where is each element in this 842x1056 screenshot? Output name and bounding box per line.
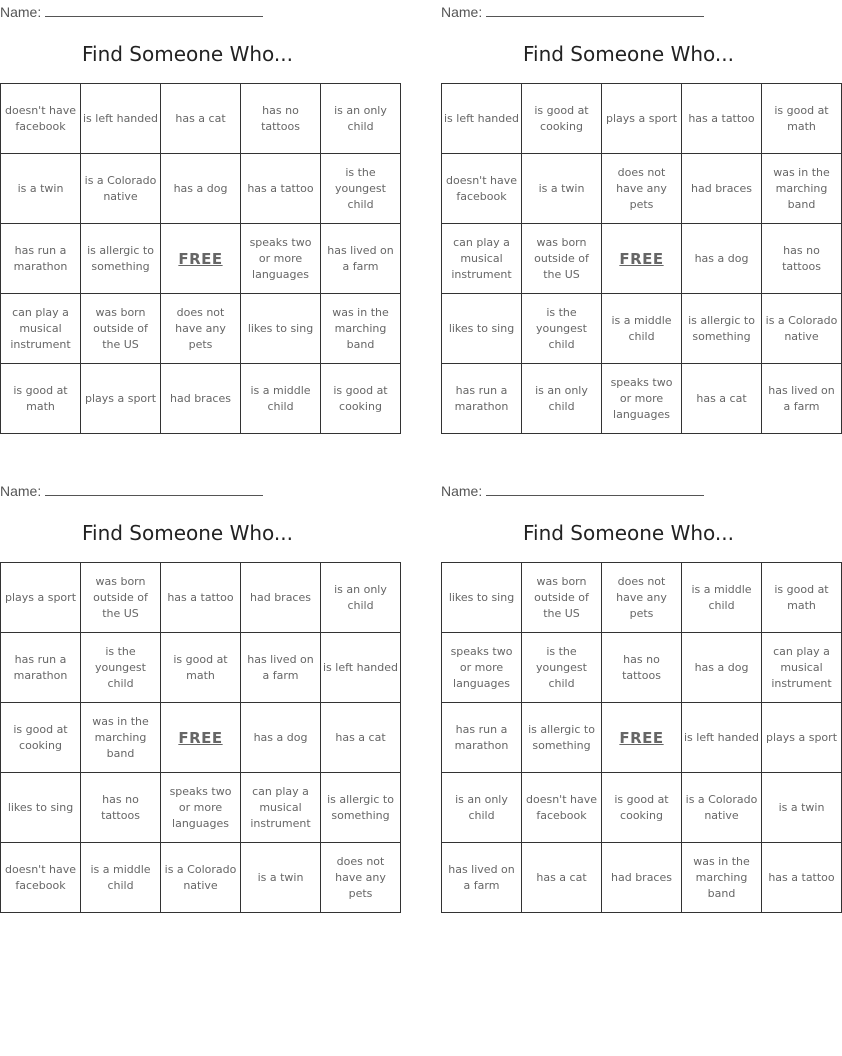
- grid-row: [442, 224, 842, 294]
- card-title: Find Someone Who...: [522, 42, 735, 66]
- bingo-card-1: [0, 0, 394, 434]
- name-blank-line: [486, 2, 704, 17]
- grid-cell: plays a sport: [602, 84, 682, 154]
- grid-cell: is good at cooking: [602, 773, 682, 843]
- grid-cell: is a Colorado native: [161, 843, 241, 913]
- grid-cell: can play a musical instrument: [442, 224, 522, 294]
- name-label: Name:: [0, 4, 42, 20]
- grid-cell: has a dog: [682, 633, 762, 703]
- grid-cell: is good at cooking: [1, 703, 81, 773]
- grid-cell: has no tattoos: [81, 773, 161, 843]
- grid-cell: has a tattoo: [161, 563, 241, 633]
- grid-cell: has a tattoo: [682, 84, 762, 154]
- grid-cell: is left handed: [81, 84, 161, 154]
- grid-cell: speaks two or more languages: [602, 364, 682, 434]
- grid-cell: can play a musical instrument: [241, 773, 321, 843]
- grid-cell: has run a marathon: [442, 703, 522, 773]
- grid-cell: has a tattoo: [241, 154, 321, 224]
- grid-row: [1, 154, 401, 224]
- grid-cell: had braces: [241, 563, 321, 633]
- grid-cell: is left handed: [442, 84, 522, 154]
- bingo-card-4: [441, 479, 838, 913]
- grid-cell: was in the marching band: [81, 703, 161, 773]
- grid-cell: has a cat: [321, 703, 401, 773]
- grid-row: [442, 703, 842, 773]
- grid-cell: was born outside of the US: [81, 563, 161, 633]
- grid-cell: has a cat: [522, 843, 602, 913]
- name-field: [0, 481, 263, 499]
- grid-cell: is the youngest child: [321, 154, 401, 224]
- grid-cell: is the youngest child: [81, 633, 161, 703]
- grid-cell: is good at math: [1, 364, 81, 434]
- grid-cell: is a middle child: [241, 364, 321, 434]
- name-field: [441, 481, 704, 499]
- grid-cell: speaks two or more languages: [161, 773, 241, 843]
- card-title: Find Someone Who...: [522, 521, 735, 545]
- grid-row: [442, 843, 842, 913]
- name-label: Name:: [441, 483, 483, 499]
- grid-cell: is good at cooking: [522, 84, 602, 154]
- grid-cell: is an only child: [321, 563, 401, 633]
- grid-cell: was in the marching band: [321, 294, 401, 364]
- name-blank-line: [45, 2, 263, 17]
- name-label: Name:: [0, 483, 42, 499]
- grid-cell: has a cat: [682, 364, 762, 434]
- grid-cell: has a cat: [161, 84, 241, 154]
- grid-cell: is a middle child: [682, 563, 762, 633]
- grid-cell: has lived on a farm: [442, 843, 522, 913]
- grid-row: [1, 843, 401, 913]
- bingo-grid: [441, 562, 842, 913]
- grid-cell: was in the marching band: [682, 843, 762, 913]
- name-blank-line: [486, 481, 704, 496]
- grid-cell: doesn't have facebook: [522, 773, 602, 843]
- grid-cell: is a twin: [762, 773, 842, 843]
- bingo-card-3: [0, 479, 399, 913]
- grid-cell: doesn't have facebook: [1, 84, 81, 154]
- grid-cell: is good at math: [762, 563, 842, 633]
- grid-cell: has lived on a farm: [321, 224, 401, 294]
- grid-cell: plays a sport: [1, 563, 81, 633]
- grid-cell: has lived on a farm: [762, 364, 842, 434]
- name-field: [0, 2, 263, 20]
- free-cell: FREE: [161, 703, 241, 773]
- grid-row: [442, 154, 842, 224]
- grid-cell: likes to sing: [442, 294, 522, 364]
- grid-cell: does not have any pets: [321, 843, 401, 913]
- free-cell: FREE: [602, 224, 682, 294]
- grid-cell: was born outside of the US: [81, 294, 161, 364]
- grid-cell: has no tattoos: [602, 633, 682, 703]
- bingo-grid: [441, 83, 842, 434]
- grid-cell: is a Colorado native: [81, 154, 161, 224]
- grid-cell: likes to sing: [241, 294, 321, 364]
- grid-cell: has run a marathon: [1, 224, 81, 294]
- grid-cell: has no tattoos: [762, 224, 842, 294]
- free-cell: FREE: [161, 224, 241, 294]
- grid-cell: plays a sport: [81, 364, 161, 434]
- grid-cell: is an only child: [442, 773, 522, 843]
- grid-cell: likes to sing: [1, 773, 81, 843]
- grid-row: [1, 633, 401, 703]
- name-field: [441, 2, 704, 20]
- grid-cell: has lived on a farm: [241, 633, 321, 703]
- bingo-grid: [0, 83, 401, 434]
- grid-cell: is a Colorado native: [682, 773, 762, 843]
- grid-cell: can play a musical instrument: [1, 294, 81, 364]
- grid-row: [442, 364, 842, 434]
- grid-cell: has a dog: [241, 703, 321, 773]
- grid-row: [442, 563, 842, 633]
- grid-cell: is the youngest child: [522, 633, 602, 703]
- grid-cell: has run a marathon: [442, 364, 522, 434]
- grid-cell: has a tattoo: [762, 843, 842, 913]
- grid-cell: likes to sing: [442, 563, 522, 633]
- grid-row: [442, 294, 842, 364]
- grid-cell: is good at math: [161, 633, 241, 703]
- grid-cell: plays a sport: [762, 703, 842, 773]
- grid-row: [1, 703, 401, 773]
- grid-row: [442, 633, 842, 703]
- name-label: Name:: [441, 4, 483, 20]
- bingo-card-2: [441, 0, 838, 434]
- grid-cell: is allergic to something: [522, 703, 602, 773]
- grid-cell: has no tattoos: [241, 84, 321, 154]
- grid-cell: is good at math: [762, 84, 842, 154]
- grid-cell: speaks two or more languages: [241, 224, 321, 294]
- grid-row: [1, 294, 401, 364]
- card-title: Find Someone Who...: [81, 42, 294, 66]
- grid-row: [1, 773, 401, 843]
- grid-cell: doesn't have facebook: [442, 154, 522, 224]
- grid-cell: can play a musical instrument: [762, 633, 842, 703]
- grid-row: [1, 224, 401, 294]
- grid-cell: is an only child: [321, 84, 401, 154]
- grid-cell: is left handed: [682, 703, 762, 773]
- grid-cell: is an only child: [522, 364, 602, 434]
- grid-cell: has a dog: [682, 224, 762, 294]
- grid-cell: has a dog: [161, 154, 241, 224]
- grid-cell: had braces: [682, 154, 762, 224]
- grid-cell: is a twin: [522, 154, 602, 224]
- grid-cell: is allergic to something: [321, 773, 401, 843]
- grid-cell: does not have any pets: [161, 294, 241, 364]
- grid-cell: is allergic to something: [682, 294, 762, 364]
- free-cell: FREE: [602, 703, 682, 773]
- grid-row: [1, 364, 401, 434]
- bingo-grid: [0, 562, 401, 913]
- grid-cell: does not have any pets: [602, 154, 682, 224]
- grid-cell: speaks two or more languages: [442, 633, 522, 703]
- grid-cell: has run a marathon: [1, 633, 81, 703]
- grid-cell: is good at cooking: [321, 364, 401, 434]
- grid-row: [1, 84, 401, 154]
- grid-cell: had braces: [602, 843, 682, 913]
- name-blank-line: [45, 481, 263, 496]
- grid-cell: is left handed: [321, 633, 401, 703]
- grid-row: [1, 563, 401, 633]
- grid-cell: is a middle child: [602, 294, 682, 364]
- grid-cell: is a twin: [1, 154, 81, 224]
- grid-cell: is allergic to something: [81, 224, 161, 294]
- grid-cell: is a middle child: [81, 843, 161, 913]
- grid-cell: is a Colorado native: [762, 294, 842, 364]
- grid-cell: is a twin: [241, 843, 321, 913]
- grid-cell: is the youngest child: [522, 294, 602, 364]
- grid-cell: was born outside of the US: [522, 224, 602, 294]
- card-title: Find Someone Who...: [81, 521, 294, 545]
- grid-cell: was in the marching band: [762, 154, 842, 224]
- grid-row: [442, 773, 842, 843]
- grid-row: [442, 84, 842, 154]
- grid-cell: was born outside of the US: [522, 563, 602, 633]
- grid-cell: had braces: [161, 364, 241, 434]
- grid-cell: does not have any pets: [602, 563, 682, 633]
- grid-cell: doesn't have facebook: [1, 843, 81, 913]
